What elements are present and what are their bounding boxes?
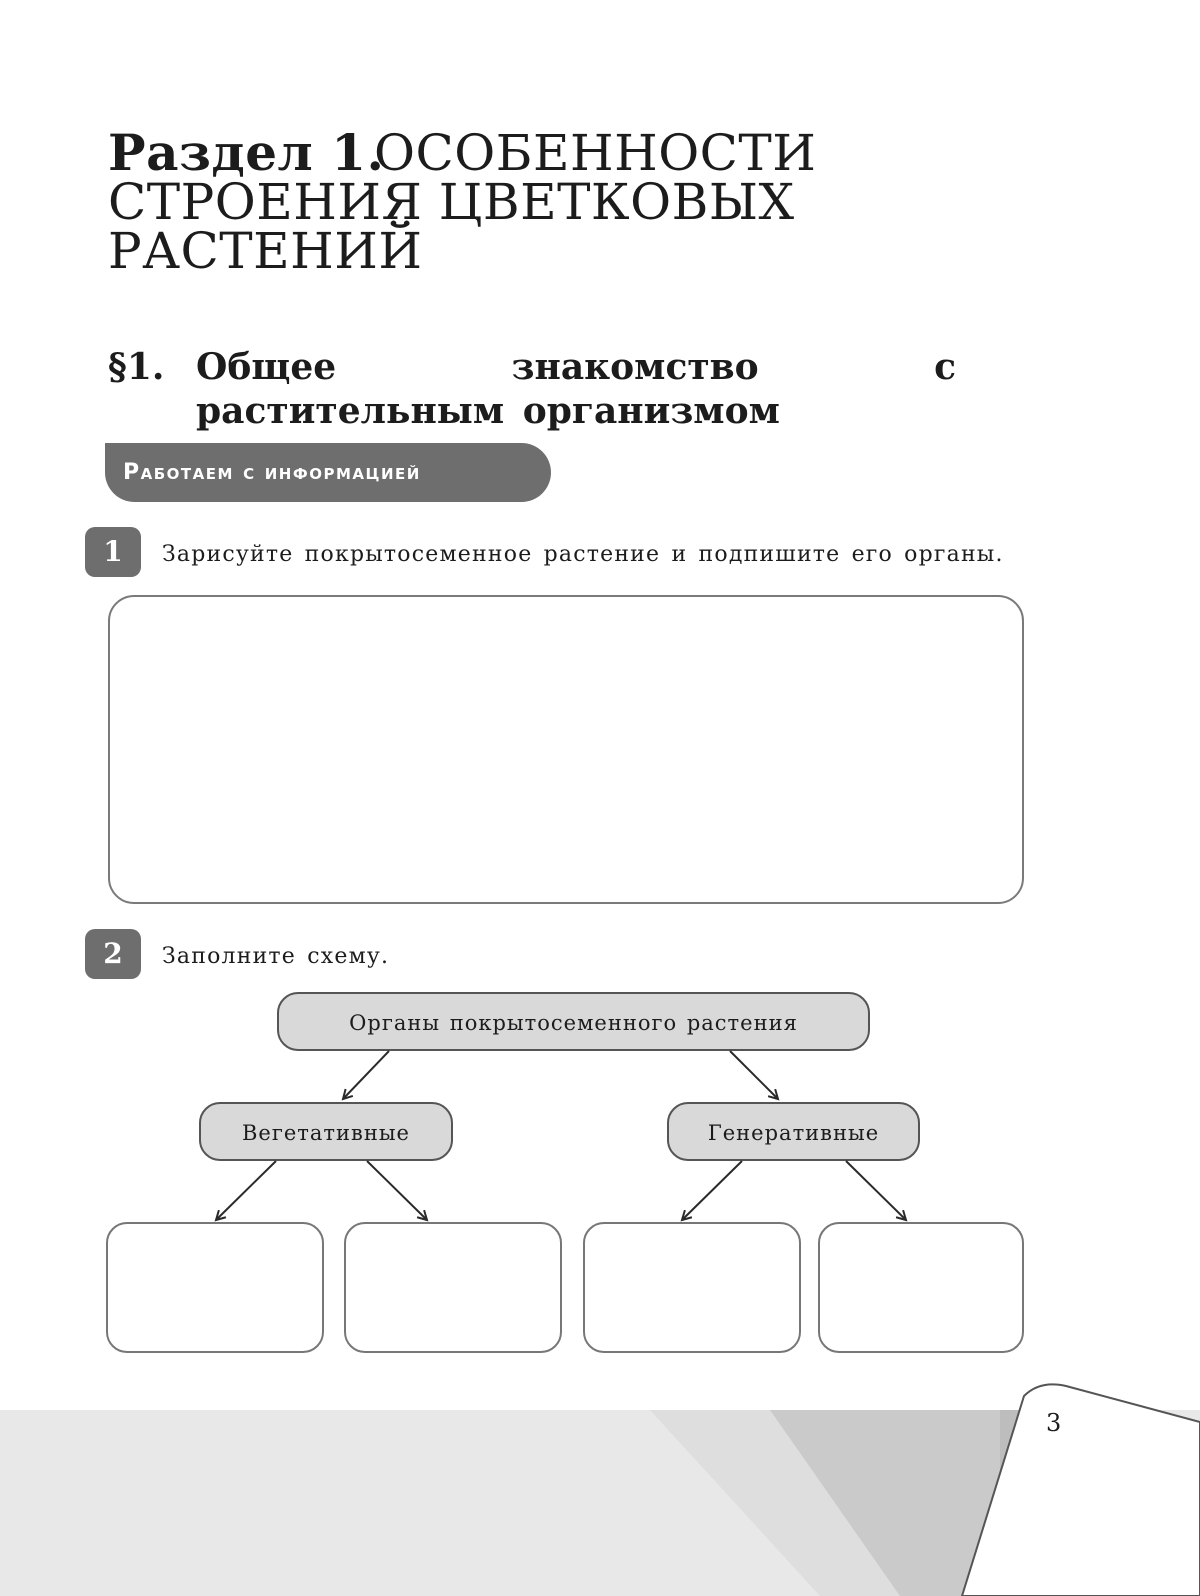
paragraph-number: §1.	[108, 346, 165, 388]
task-2-badge: 2	[85, 929, 141, 979]
scheme-vegetative-label: Вегетативные	[241, 1121, 411, 1145]
task-1-badge: 1	[85, 527, 141, 577]
task-2-text: Заполните схему.	[162, 944, 390, 969]
paragraph-title: Общее знакомство с растительным организмом	[196, 346, 956, 432]
task-1-text: Зарисуйте покрытосеменное растение и подпишите его органы.	[162, 542, 1004, 567]
section-name: ОСОБЕННОСТИ СТРОЕНИЯ ЦВЕТКОВЫХ РАСТЕНИЙ	[108, 124, 817, 280]
info-banner: Работаем с информацией	[105, 443, 551, 502]
scheme-root-label: Органы покрытосеменного растения	[349, 1011, 798, 1035]
section-label: Раздел 1.	[108, 123, 385, 182]
page-number: 3	[1046, 1409, 1062, 1437]
scheme-generative-label: Генеративные	[707, 1121, 880, 1145]
